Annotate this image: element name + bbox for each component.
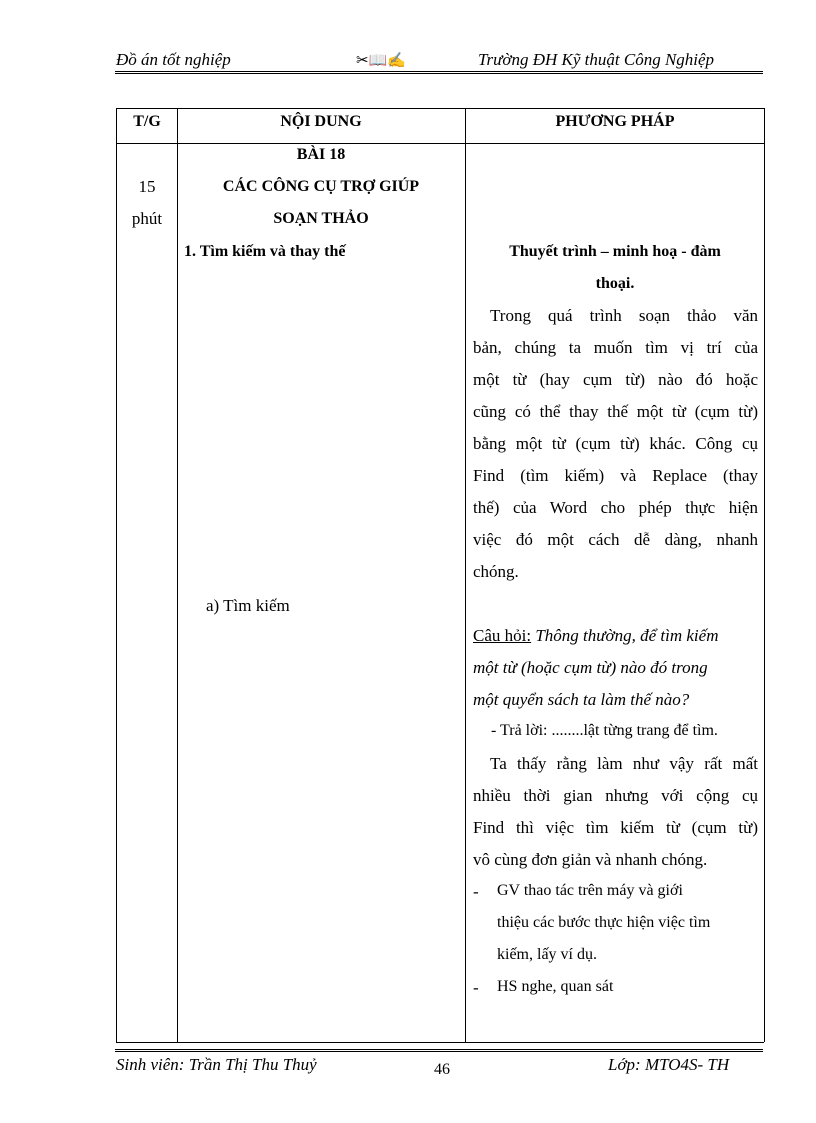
table-col-divider-1 bbox=[177, 108, 178, 1042]
bullet-mark: - bbox=[473, 978, 479, 997]
book-ornament-icon: ✂📖✍ bbox=[356, 53, 406, 69]
paragraph-line: Find thì việc tìm kiếm từ (cụm từ) bbox=[473, 818, 758, 837]
footer-class: Lớp: MTO4S- TH bbox=[608, 1055, 730, 1074]
time-unit: phút bbox=[131, 209, 163, 228]
question-line-1 bbox=[473, 626, 718, 646]
header-rule bbox=[115, 71, 763, 72]
table-right-border bbox=[764, 108, 765, 1042]
footer-student: Sinh viên: Trần Thị Thu Thuỷ bbox=[116, 1055, 317, 1074]
answer-line: - Trả lời: ........lật từng trang để tìm. bbox=[491, 722, 718, 739]
table-top-border bbox=[116, 108, 764, 109]
header-right: Trường ĐH Kỹ thuật Công Nghiệp bbox=[478, 50, 715, 69]
paragraph-line: Trong quá trình soạn thảo văn bbox=[490, 306, 758, 325]
paragraph-line: chóng. bbox=[473, 562, 519, 581]
paragraph-line: Find (tìm kiếm) và Replace (thay bbox=[473, 466, 758, 485]
subsection-heading: a) Tìm kiếm bbox=[206, 596, 290, 615]
lesson-title-line-1: CÁC CÔNG CỤ TRỢ GIÚP bbox=[222, 178, 420, 195]
lesson-number: BÀI 18 bbox=[296, 146, 346, 163]
page-number: 46 bbox=[434, 1061, 450, 1078]
bullet-mark: - bbox=[473, 882, 479, 901]
header-left: Đồ án tốt nghiệp bbox=[116, 50, 231, 69]
footer-rule-2 bbox=[115, 1051, 763, 1052]
bullet-item-line: GV thao tác trên máy và giới bbox=[497, 882, 683, 899]
question-label: Câu hỏi: bbox=[473, 626, 532, 645]
section-heading: 1. Tìm kiếm và thay thế bbox=[184, 243, 346, 260]
bullet-item-line: thiệu các bước thực hiện việc tìm bbox=[497, 914, 711, 931]
table-header-divider bbox=[116, 143, 764, 144]
footer-rule bbox=[115, 1049, 763, 1050]
method-title-line-1: Thuyết trình – minh hoạ - đàm bbox=[509, 243, 721, 260]
table-left-border bbox=[116, 108, 117, 1042]
table-bottom-border bbox=[116, 1042, 764, 1043]
column-header-content: NỘI DUNG bbox=[280, 113, 362, 130]
paragraph-line: Ta thấy rằng làm như vậy rất mất bbox=[490, 754, 758, 773]
paragraph-line: bằng một từ (cụm từ) khác. Công cụ bbox=[473, 434, 758, 453]
bullet-item-line: kiếm, lấy ví dụ. bbox=[497, 946, 597, 963]
bullet-item-line: HS nghe, quan sát bbox=[497, 978, 614, 995]
paragraph-line: nhiều thời gian nhưng với cộng cụ bbox=[473, 786, 758, 805]
question-line-2: một từ (hoặc cụm từ) nào đó trong bbox=[473, 658, 708, 677]
paragraph-line: vô cùng đơn giản và nhanh chóng. bbox=[473, 850, 708, 869]
lesson-title-line-2: SOẠN THẢO bbox=[273, 210, 369, 227]
paragraph-line: cũng có thể thay thế một từ (cụm từ) bbox=[473, 402, 758, 421]
paragraph-line: việc đó một cách dễ dàng, nhanh bbox=[473, 530, 758, 549]
time-value: 15 bbox=[138, 177, 156, 196]
column-header-time: T/G bbox=[133, 113, 161, 130]
question-line-3: một quyển sách ta làm thế nào? bbox=[473, 690, 690, 709]
header-rule-2 bbox=[115, 73, 763, 74]
paragraph-line: thế) của Word cho phép thực hiện bbox=[473, 498, 758, 517]
method-title-line-2: thoại. bbox=[595, 275, 635, 292]
column-header-method: PHƯƠNG PHÁP bbox=[555, 113, 675, 130]
question-text: Thông thường, để tìm kiếm bbox=[531, 626, 719, 645]
paragraph-line: một từ (hay cụm từ) nào đó hoặc bbox=[473, 370, 758, 389]
paragraph-line: bản, chúng ta muốn tìm vị trí của bbox=[473, 338, 758, 357]
